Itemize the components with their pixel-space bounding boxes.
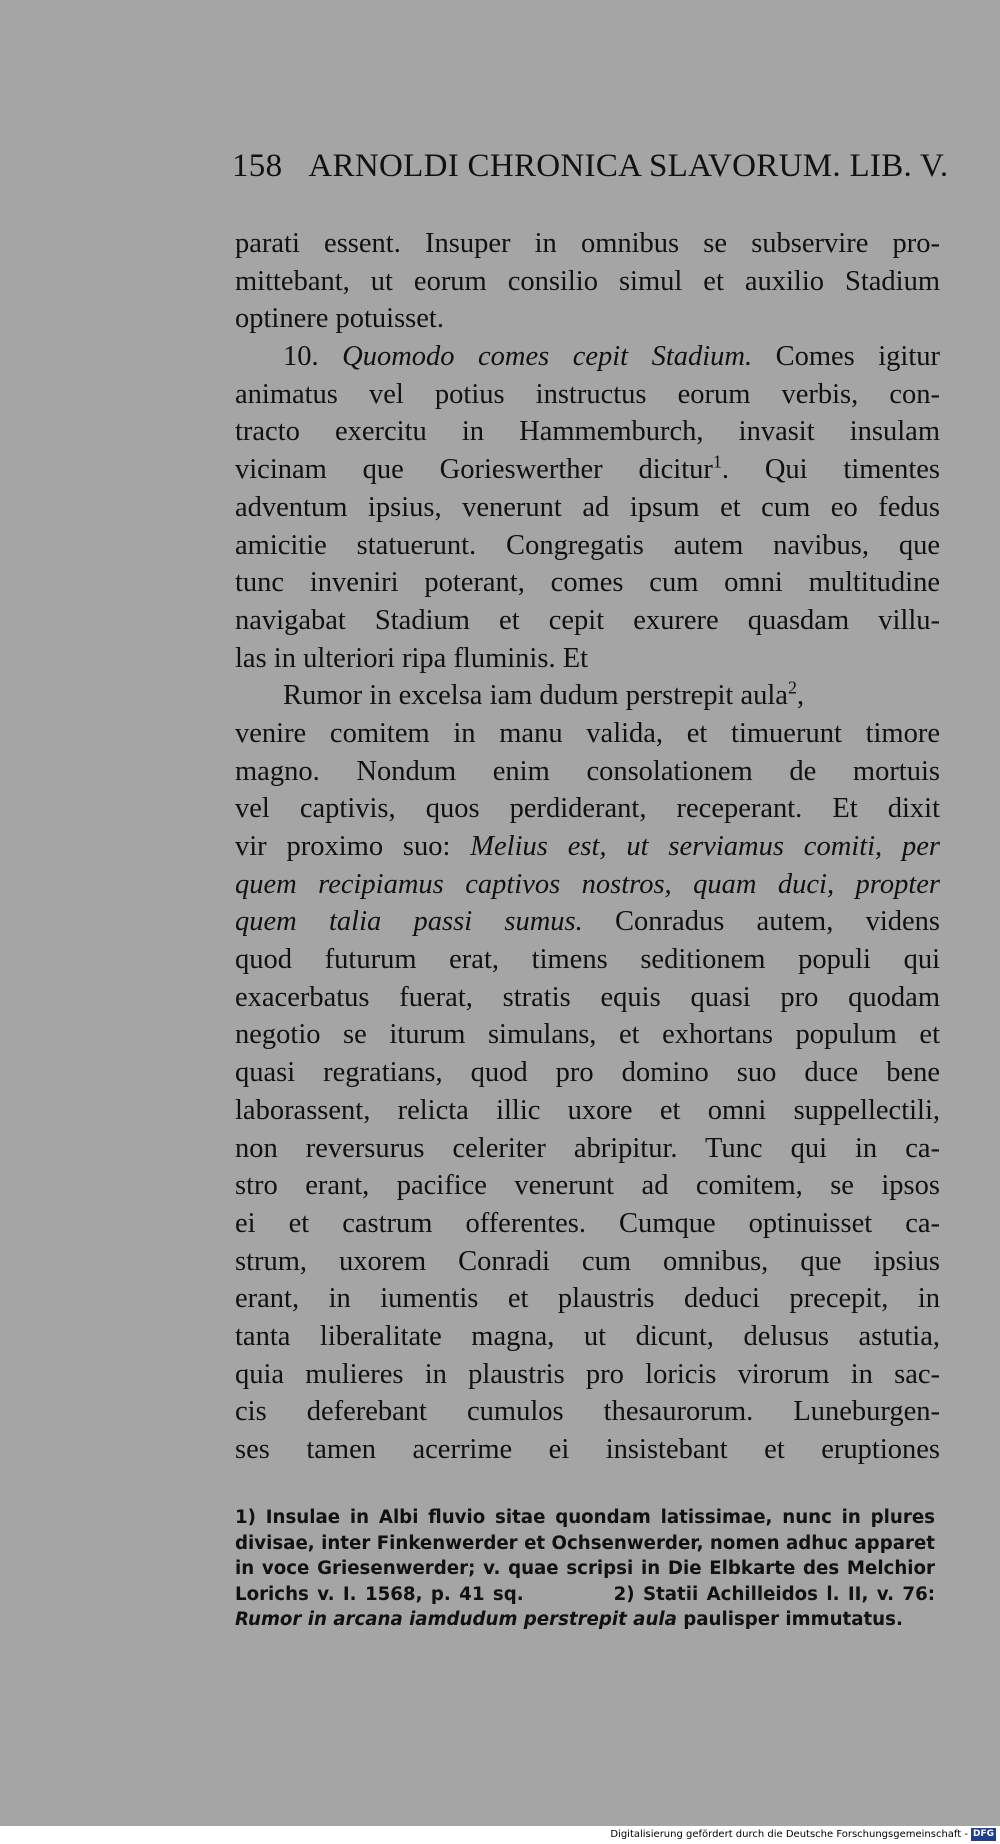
text-line: venire comitem in manu valida, et timuerunt timore: [235, 717, 940, 749]
section-heading: Quomodo comes cepit Stadium.: [342, 341, 753, 373]
text-line: tunc inveniri poterant, comes cum omni multitudine: [235, 567, 940, 599]
footnote-ref: 2: [787, 677, 797, 698]
footnotes: [235, 1505, 935, 1633]
text-line: ei et castrum offerentes. Cumque optinuisset ca-: [235, 1207, 940, 1239]
footnote-text: paulisper immutatus.: [676, 1609, 903, 1630]
footnote-line: [235, 1607, 935, 1633]
text-line: ses tamen acerrime ei insistebant et eruptiones: [235, 1434, 940, 1465]
footnote-text: Lorichs v. I. 1568, p. 41 sq.: [235, 1583, 524, 1605]
footnote-line: 1) Insulae in Albi fluvio sitae quondam latissimae, nunc in plures: [235, 1507, 935, 1528]
text-line: [235, 677, 940, 715]
text-line: navigabat Stadium et cepit exurere quasdam villu-: [235, 604, 940, 636]
text-span: Comes igitur: [752, 341, 940, 373]
text-span: Conradus autem, videns: [582, 906, 940, 938]
text-line: negotio se iturum simulans, et exhortans populum et: [235, 1019, 940, 1051]
footnote-line: in voce Griesenwerder; v. quae scripsi in Die Elbkarte des Melchior: [235, 1558, 935, 1579]
text-line: erant, in iumentis et plaustris deduci precepit, in: [235, 1283, 940, 1315]
section-number: 10.: [283, 341, 343, 373]
footnote-line: divisae, inter Finkenwerder et Ochsenwerder, nomen adhuc apparet: [235, 1532, 935, 1554]
text-line: [235, 451, 940, 489]
text-line: quia mulieres in plaustris pro loricis virorum in sac-: [235, 1358, 940, 1390]
text-line: optinere potuisset.: [235, 303, 444, 335]
credit-text: Digitalisierung gefördert durch die Deutsche Forschungsgemeinschaft -: [610, 1829, 968, 1840]
text-line: strum, uxorem Conradi cum omnibus, que ipsius: [235, 1245, 940, 1277]
text-line: laborassent, relicta illic uxore et omni suppellectili,: [235, 1094, 940, 1126]
text-line: tanta liberalitate magna, ut dicunt, delusus astutia,: [235, 1320, 940, 1352]
text-line: tracto exercitu in Hammemburch, invasit insulam: [235, 416, 940, 448]
dfg-logo: DFG: [972, 1829, 994, 1839]
quotation: quem talia passi sumus.: [235, 906, 583, 938]
text-line: amicitie statuerunt. Congregatis autem navibus, que: [235, 529, 940, 561]
footnote-line: [235, 1582, 935, 1608]
footnote-ref: 1: [712, 451, 722, 472]
text-span: ,: [796, 680, 805, 712]
main-text: [235, 225, 940, 1469]
text-line: parati essent. Insuper in omnibus se subservire pro-: [235, 228, 940, 259]
text-span: vir proximo suo:: [235, 831, 471, 862]
text-span: Rumor in excelsa iam dudum perstrepit aula: [283, 680, 788, 712]
text-line: stro erant, pacifice venerunt ad comitem, se ipsos: [235, 1170, 940, 1202]
page-number: 158: [232, 148, 283, 184]
footnote-text: 2) Statii Achilleidos l. II, v. 76:: [613, 1583, 935, 1605]
quotation-line: quem recipiamus captivos nostros, quam duci, propter: [235, 868, 940, 900]
text-line: quasi regratians, quod pro domino suo duce bene: [235, 1057, 940, 1089]
section-heading-line: [235, 338, 940, 376]
text-line: las in ulteriori ripa fluminis. Et: [235, 642, 589, 674]
text-line: [235, 828, 940, 866]
text-span: vicinam que Gorieswerther dicitur: [235, 454, 713, 486]
quotation: Melius est, ut serviamus comiti, per: [470, 831, 940, 862]
text-line: cis deferebant cumulos thesaurorum. Luneburgen-: [235, 1396, 940, 1428]
text-line: non reversurus celeriter abripitur. Tunc qui in ca-: [235, 1132, 940, 1164]
funding-credit: [610, 1828, 996, 1841]
text-line: vel captivis, quos perdiderant, receperant. Et dixit: [235, 793, 940, 825]
text-line: [235, 903, 940, 941]
text-line: exacerbatus fuerat, stratis equis quasi pro quodam: [235, 981, 940, 1013]
running-title: ARNOLDI CHRONICA SLAVORUM. LIB. V.: [308, 148, 949, 184]
text-line: animatus vel potius instructus eorum verbis, con-: [235, 378, 940, 410]
text-line: quod futurum erat, timens seditionem populi qui: [235, 944, 940, 976]
text-line: mittebant, ut eorum consilio simul et auxilio Stadium: [235, 265, 940, 297]
page-header: [232, 148, 949, 188]
text-span: . Qui timentes: [721, 454, 940, 486]
text-line: adventum ipsius, venerunt ad ipsum et cum eo fedus: [235, 491, 940, 523]
footnote-quotation: Rumor in arcana iamdudum perstrepit aula: [235, 1609, 677, 1630]
text-line: magno. Nondum enim consolationem de mortuis: [235, 755, 940, 787]
